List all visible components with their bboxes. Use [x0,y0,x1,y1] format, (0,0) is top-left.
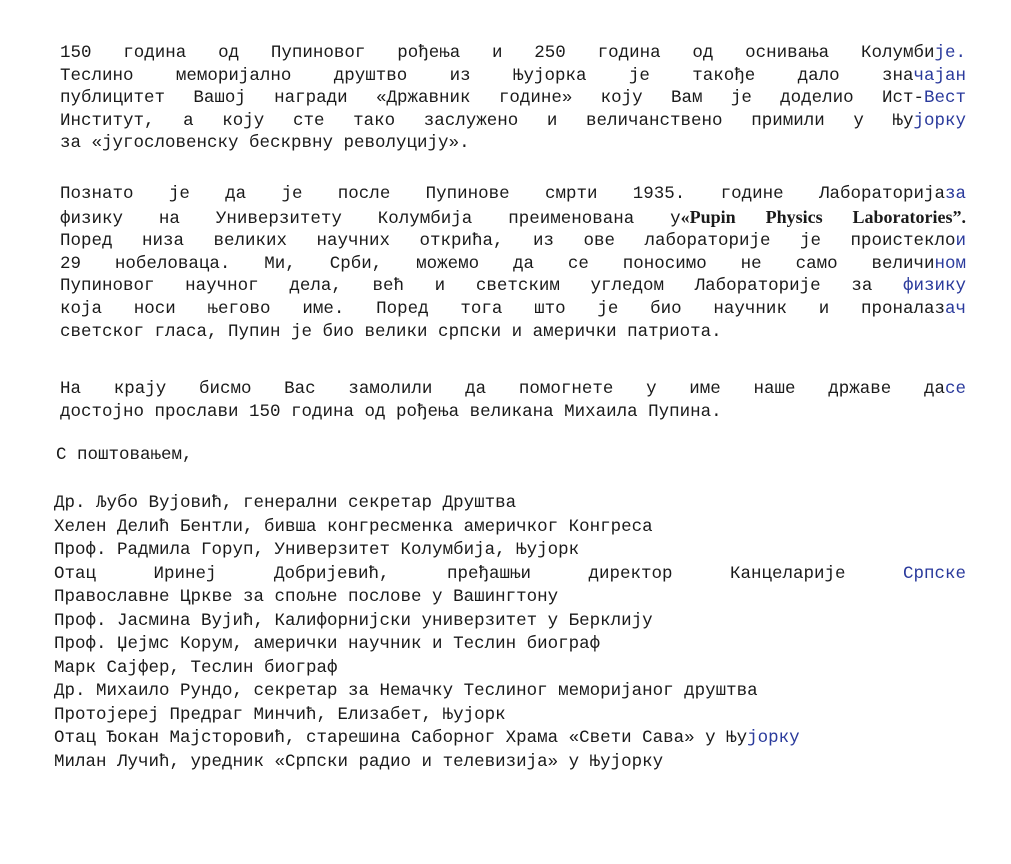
paragraph-line: Познато је да је после Пупинове смрти 1935. године Лабораторијаза [60,184,966,204]
paragraph-line: Пупиновог научног дела, већ и светским угледом Лабораторије за физику [60,276,966,297]
paragraph-2 [60,183,966,343]
paragraph-line: за «југословенску бескрвну револуцију». [60,133,470,154]
paragraph-line: светског гласа, Пупин је био велики српски и амерички патриота. [60,321,722,342]
signatory: Др. Михаило Рундо, секретар за Немачку Теслиног меморијаног друштва [54,681,758,701]
signatory: Хелен Делић Бентли, бивша конгресменка америчког Конгреса [54,516,653,537]
signatory: Проф. Радмила Горуп, Универзитет Колумбија, Њујорк [54,540,580,560]
paragraph-line: Поред низа великих научних открића, из ове лабораторије је проистеклои [60,231,966,252]
lab-name: «Pupin Physics Laboratories”. [680,206,966,227]
signatory: Проф. Јасмина Вујић, Калифорнијски универзитет у Берклију [54,610,653,631]
paragraph-line: Теслино меморијално друштво из Њујорка је такође дало значајан [60,65,966,86]
signatory: Проф. Џејмс Корум, амерички научник и Теслин биограф [54,634,601,654]
paragraph-line: публицитет Вашој награди «Државник године» коју Вам је доделио Ист-Вест [60,88,966,109]
paragraph-line: физику на Универзитету Колумбија преименована у«Pupin Physics Laboratories”. [60,206,966,229]
paragraph-line: 29 нобеловаца. Ми, Срби, можемо да се поносимо не само величином [60,253,966,274]
signatory: Отац Ђокан Мајсторовић, старешина Саборног Храма «Свети Сава» у Њујорку [54,728,800,748]
paragraph-line: која носи његово име. Поред тога што је био научник и проналазач [60,298,966,319]
paragraph-line: Институт, а коју сте тако заслужено и величанствено примили у Њујорку [60,110,966,131]
signatory: Милан Лучић, уредник «Српски радио и телевизија» у Њујорку [54,751,664,772]
signatory: Марк Сајфер, Теслин биограф [54,657,338,678]
closing-salutation: С поштовањем, [56,445,193,465]
signatory: Протојереј Предраг Минчић, Елизабет, Њујорк [54,704,506,725]
paragraph-line: 150 година од Пупиновог рођења и 250 година од оснивања Колумбије. [60,43,966,63]
signatory: Православне Цркве за спољне послове у Вашингтону [54,587,559,607]
paragraph-line: достојно прослави 150 година од рођења великана Михаила Пупина. [60,401,722,422]
signatories-list [54,492,966,774]
paragraph-line: На крају бисмо Вас замолили да помогнете у име наше државе дасе [60,379,966,399]
paragraph-1 [60,42,966,155]
paragraph-3 [60,378,966,423]
signatory: Др. Љубо Вујовић, генерални секретар Друштва [54,493,517,513]
signatory: Отац Иринеј Добријевић, пређашњи директор Канцеларије Српске [54,563,966,584]
